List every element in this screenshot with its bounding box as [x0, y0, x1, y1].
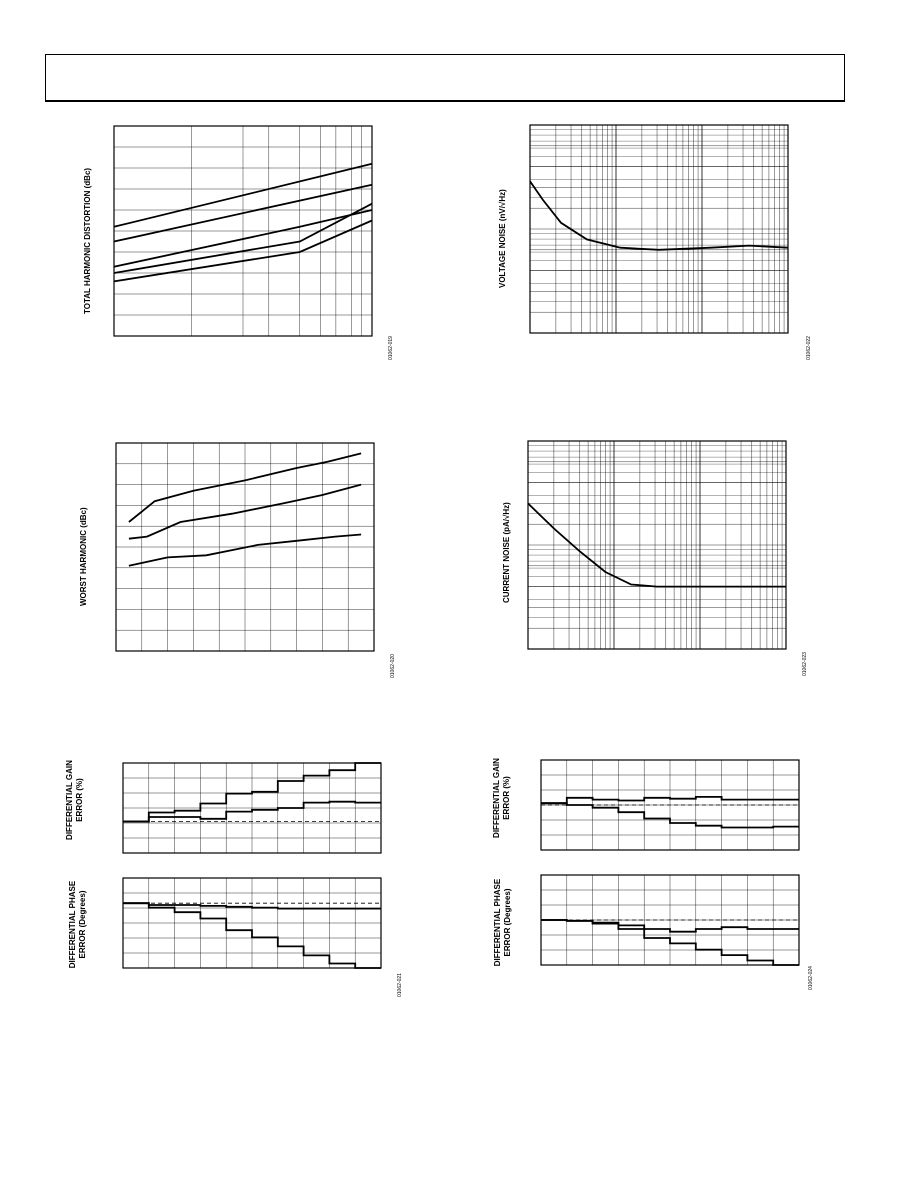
worst-harmonic-chart: [115, 442, 375, 652]
thd-ylabel: TOTAL HARMONIC DISTORTION (dBc): [83, 167, 92, 314]
diff-phase-left-figure-code: 01062-021: [397, 973, 403, 997]
thd-grid: [114, 126, 372, 336]
diff-phase-left-grid: [123, 878, 381, 968]
voltage-noise-chart: [529, 124, 789, 334]
diff-gain-right-ylabel-text: DIFFERENTIAL GAIN ERROR (%): [492, 758, 511, 838]
diff-gain-left-grid: [123, 763, 381, 853]
worst-harmonic-figure-code: 01062-020: [390, 654, 396, 678]
diff-phase-right-ylabel: [493, 865, 513, 980]
diff-gain-left-chart: [122, 762, 382, 854]
page-header-box: [45, 54, 845, 102]
voltage-noise-ylabel: VOLTAGE NOISE (nV/√Hz): [498, 189, 507, 288]
voltage-noise-grid: [530, 125, 788, 333]
diff-phase-right-chart: [540, 874, 800, 966]
worst-harmonic-ylabel: WORST HARMONIC (dBc): [79, 507, 88, 606]
current-noise-grid: [528, 441, 786, 649]
voltage-noise-series-0: [530, 181, 788, 250]
diff-phase-right-figure-code: 01062-024: [808, 966, 814, 990]
current-noise-ylabel: CURRENT NOISE (pA/√Hz): [502, 502, 511, 603]
diff-gain-left-ylabel: [65, 755, 85, 845]
diff-phase-left-ylabel-text: DIFFERENTIAL PHASE ERROR (Degrees): [68, 880, 87, 969]
thd-chart: [113, 125, 373, 337]
voltage-noise-figure-code: 01062-022: [806, 336, 812, 360]
diff-phase-left-ylabel: [68, 867, 88, 982]
diff-gain-right-chart: [540, 759, 800, 851]
diff-phase-right-ylabel-text: DIFFERENTIAL PHASE ERROR (Degrees): [493, 878, 512, 967]
current-noise-chart: [527, 440, 787, 650]
current-noise-figure-code: 01062-023: [802, 652, 808, 676]
thd-figure-code: 01062-019: [388, 336, 394, 360]
diff-gain-right-ylabel: [492, 753, 512, 843]
diff-phase-left-chart: [122, 877, 382, 969]
diff-gain-left-ylabel-text: DIFFERENTIAL GAIN ERROR (%): [65, 760, 84, 840]
